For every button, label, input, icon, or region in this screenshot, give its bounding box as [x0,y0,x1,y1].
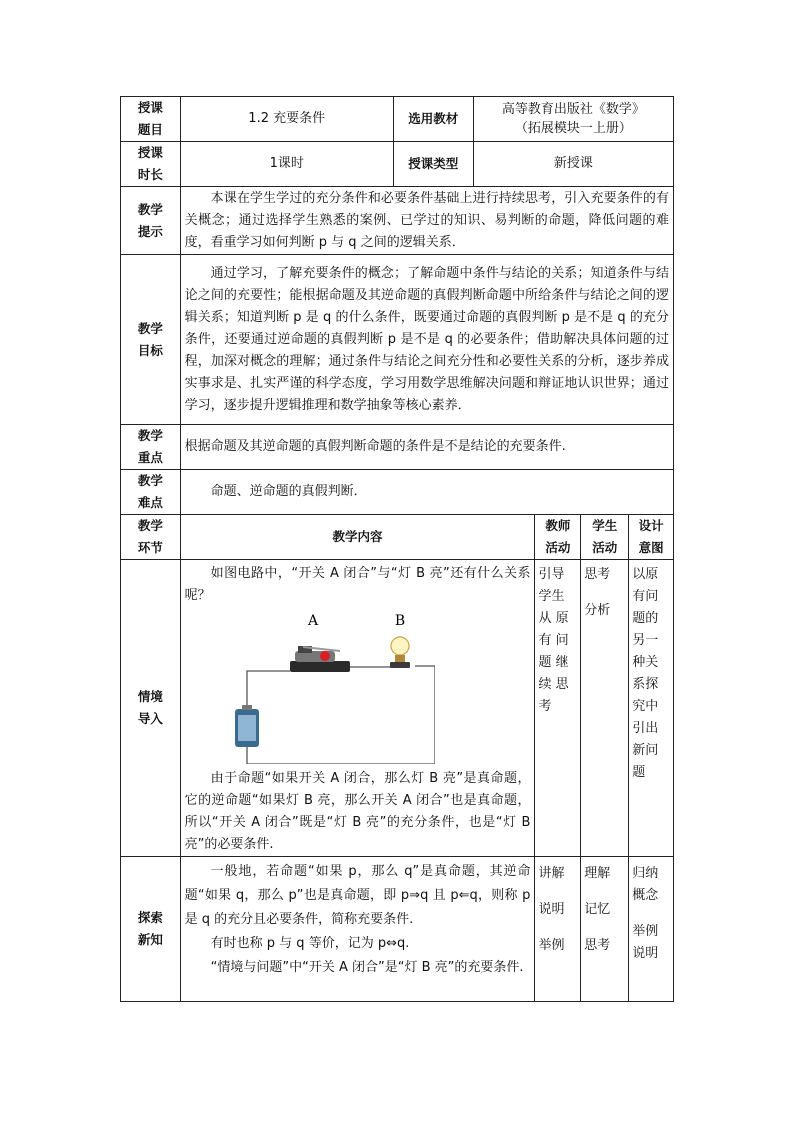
intro-design-intent-text: 以原 有问 题的 另一 种关 系探 究中 引出 新问 题 [632,567,659,780]
explore-student-1: 理解 [584,866,611,881]
intro-student-activity [581,560,629,857]
explore-para2: 有时也称 p 与 q 等价，记为 p⇔q. [210,936,410,951]
intro-teacher-activity-text: 引导 学生 从 原 有 问 题 继 续 思 考 [538,567,569,714]
design-header-text: 设计 意图 [638,518,664,555]
textbook-value-line1: 高等教育出版社《数学》 [501,102,645,117]
intro-explanation: 由于命题“如果开关 A 闭合，那么灯 B 亮”是真命题，它的逆命题“如果灯 B 亮，那么开关 A 闭合”也是真命题，所以“开关 A 闭合”既是“灯 B 亮”的充分条件，也是“灯 B 亮”的必要条件. [184,771,531,852]
topic-label-text: 授课 题目 [137,100,163,137]
wire-top-left [247,671,290,709]
explore-design-2: 举例 说明 [632,924,659,961]
intro-row [121,560,674,857]
teacher-header [535,515,581,560]
explore-student-3: 思考 [584,938,611,953]
duration-label [121,142,181,187]
textbook-label: 选用教材 [393,97,473,142]
figure-label-a: A [307,613,318,629]
explore-para3: “情境与问题”中“开关 A 闭合”是“灯 B 亮”的充要条件. [210,960,524,975]
bulb-icon [390,637,410,668]
figure-label-b: B [394,613,405,629]
explore-teacher-2: 说明 [538,902,565,917]
explore-teacher-activity [535,857,581,1002]
difficulty-row [121,470,674,515]
explore-para1: 一般地，若命题“如果 p，那么 q”是真命题，其逆命题“如果 q，那么 p”也是真命题，即 p⇒q 且 p⇐q，则称 p 是 q 的充分且必要条件，简称充要条件. [184,864,531,927]
wire-loop [247,666,435,764]
intro-question: 如图电路中，“开关 A 闭合”与“灯 B 亮”还有什么关系呢？ [184,566,531,603]
key-point-row [121,425,674,470]
difficulty-label-text: 教学 难点 [137,473,163,510]
intro-label [121,560,181,857]
key-point-label [121,425,181,470]
explore-student-activity [581,857,629,1002]
type-value: 新授课 [473,142,673,187]
goal-label [121,255,181,425]
goal-text: 通过学习，了解充要条件的概念；了解命题中条件与结论的关系；知道条件与结论之间的充要性；能根据命题及其逆命题的真假判断命题中所给条件与结论之间的逻辑关系；知道判断 p 是 q 的什么条件，既要通过命题的真假判断 p 是不是 q 的充分条件，还要通过逆命题的真假判断 p 是不是 q 的必要条件；借助解决具体问题的过程，加深对概念的理解；通过条件与结论之间充分性和必要性关系的分析，逐步养成实事求是、扎实严谨的科学态度，学习用数学思维解决问题和辩证地认识世界；通过学习，逐步提升逻辑推理和数学抽象等核心素养． [180,255,673,425]
explore-content [180,857,535,1002]
stage-header-text: 教学 环节 [137,518,163,555]
textbook-value-line2: （拓展模块一上册） [514,121,632,136]
explore-label [121,857,181,1002]
intro-student-activity-2: 分析 [584,603,611,618]
explore-student-2: 记忆 [584,902,611,917]
explore-row [121,857,674,1002]
intro-label-text: 情境 导入 [137,689,163,726]
hint-label [121,187,181,255]
explore-design-intent [629,857,674,1002]
difficulty-label [121,470,181,515]
intro-teacher-activity [535,560,581,857]
explore-design-1: 归纳 概念 [632,866,659,903]
key-point-text: 根据命题及其逆命题的真假判断命题的条件是不是结论的充要条件. [180,425,673,470]
column-header-row [121,515,674,560]
hint-row [121,187,674,255]
stage-header [121,515,181,560]
content-header: 教学内容 [180,515,535,560]
goal-label-text: 教学 目标 [137,320,163,358]
intro-content [180,560,535,857]
hint-label-text: 教学 提示 [137,201,163,239]
textbook-value [473,97,673,142]
teacher-header-text: 教师 活动 [545,518,571,555]
type-label: 授课类型 [393,142,473,187]
intro-design-intent [629,560,674,857]
duration-label-text: 授课 时长 [137,145,163,182]
intro-student-activity-1: 思考 [584,567,611,582]
goal-row [121,255,674,425]
battery-icon [235,705,259,747]
switch-icon [290,646,350,672]
key-point-label-text: 教学 重点 [137,428,163,465]
topic-value: 1.2 充要条件 [180,97,393,142]
explore-teacher-3: 举例 [538,938,565,953]
hint-text: 本课在学生学过的充分条件和必要条件基础上进行持续思考，引入充要条件的有关概念；通过选择学生熟悉的案例、已学过的知识、易判断的命题，降低问题的难度，看重学习如何判断 p 与 q 之间的逻辑关系． [180,187,673,255]
lesson-plan-table [120,96,674,1002]
duration-row [121,142,674,187]
circuit-figure [185,609,531,764]
topic-row [121,97,674,142]
explore-label-text: 探索 新知 [137,910,163,947]
duration-value: 1课时 [180,142,393,187]
student-header [581,515,629,560]
topic-label [121,97,181,142]
student-header-text: 学生 活动 [592,518,618,555]
explore-teacher-1: 讲解 [538,866,565,881]
circuit-diagram [185,609,435,764]
difficulty-text: 命题、逆命题的真假判断． [180,470,673,515]
design-header [629,515,674,560]
